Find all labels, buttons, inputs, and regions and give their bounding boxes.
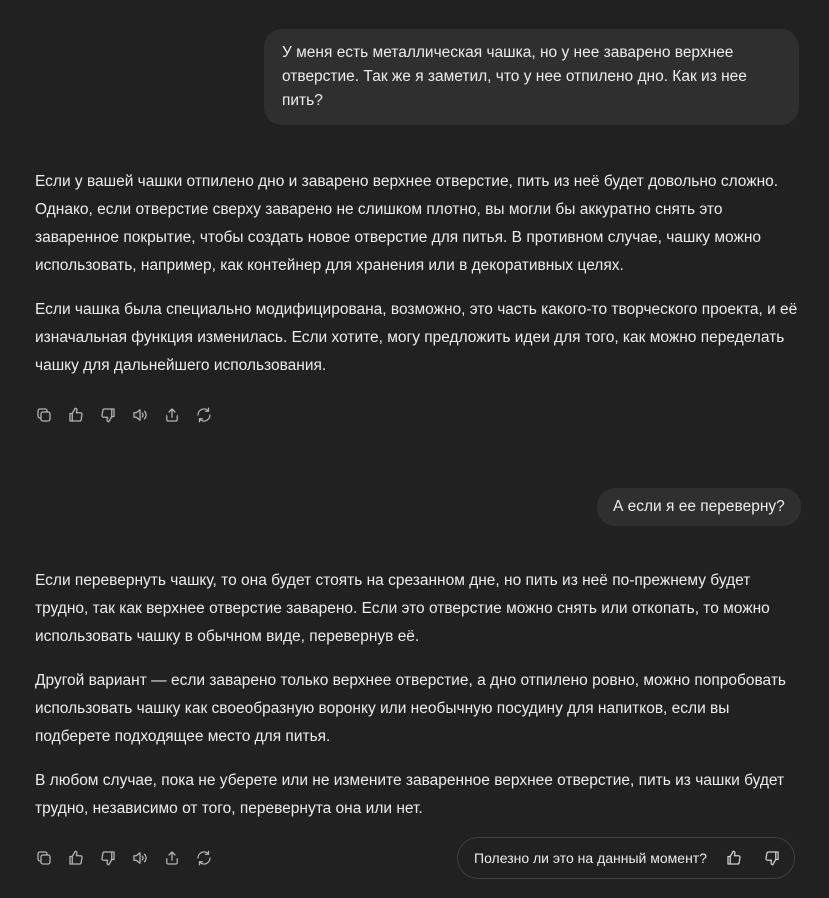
regenerate-icon — [195, 849, 213, 867]
message-actions — [35, 844, 227, 872]
user-message-bubble — [597, 488, 801, 526]
user-message-bubble — [264, 29, 799, 125]
assistant-paragraph: В любом случае, пока не уберете или не измените заваренное верхнее отверстие, пить из чашки будет трудно, независимо от того, перевернута она или нет. — [35, 772, 785, 817]
message-actions — [35, 401, 227, 429]
user-message-text: А если я ее переверну? — [613, 498, 785, 515]
feedback-prompt-text: Полезно ли это на данный момент? — [474, 850, 708, 866]
user-message-text: У меня есть металлическая чашка, но у нее заварено верхнее отверстие. Так же я заметил, что у нее отпилено дно. Как из нее пить? — [282, 44, 747, 109]
assistant-message — [35, 168, 805, 396]
read-aloud-icon — [131, 849, 149, 867]
thumbs-up-icon — [67, 406, 85, 424]
thumbs-up-icon — [725, 849, 743, 867]
assistant-message — [35, 567, 805, 839]
feedback-prompt — [457, 837, 795, 879]
thumbs-down-icon — [99, 849, 117, 867]
read-aloud-icon — [131, 406, 149, 424]
copy-icon — [35, 406, 53, 424]
share-button[interactable] — [163, 401, 195, 429]
thumbs-up-button[interactable] — [67, 844, 99, 872]
assistant-paragraph: Если чашка была специально модифицирована, возможно, это часть какого-то творческого проекта, и её изначальная функция изменилась. Если хотите, могу предложить идеи для того, как можно переделать чашку для дальнейшего использования. — [35, 301, 798, 374]
share-icon — [163, 849, 181, 867]
thumbs-down-icon — [99, 406, 117, 424]
thumbs-down-button[interactable] — [99, 844, 131, 872]
read-aloud-button[interactable] — [131, 844, 163, 872]
regenerate-button[interactable] — [195, 844, 227, 872]
thumbs-up-button[interactable] — [67, 401, 99, 429]
assistant-paragraph: Если у вашей чашки отпилено дно и заварено верхнее отверстие, пить из неё будет довольно сложно. Однако, если отверстие сверху заварено не слишком плотно, вы могли бы аккуратно снять это заваренное покрытие, чтобы создать новое отверстие для питья. В противном случае, чашку можно использовать, например, как контейнер для хранения или в декоративных целях. — [35, 173, 779, 274]
share-icon — [163, 406, 181, 424]
regenerate-button[interactable] — [195, 401, 227, 429]
assistant-paragraph: Если перевернуть чашку, то она будет стоять на срезанном дне, но пить из неё по-прежнему будет трудно, так как верхнее отверстие заварено. Если это отверстие можно снять или откопать, то можно использовать чашку в обычном виде, перевернув её. — [35, 572, 770, 645]
thumbs-down-button[interactable] — [99, 401, 131, 429]
regenerate-icon — [195, 406, 213, 424]
thumbs-down-icon — [763, 849, 781, 867]
feedback-thumbs-down-button[interactable] — [761, 847, 783, 869]
assistant-paragraph: Другой вариант — если заварено только верхнее отверстие, а дно отпилено ровно, можно попробовать использовать чашку как своеобразную воронку или необычную посудину для напитков, если вы подберете подходящее место для питья. — [35, 672, 786, 745]
copy-button[interactable] — [35, 844, 67, 872]
thumbs-up-icon — [67, 849, 85, 867]
share-button[interactable] — [163, 844, 195, 872]
copy-icon — [35, 849, 53, 867]
read-aloud-button[interactable] — [131, 401, 163, 429]
feedback-thumbs-up-button[interactable] — [723, 847, 745, 869]
copy-button[interactable] — [35, 401, 67, 429]
